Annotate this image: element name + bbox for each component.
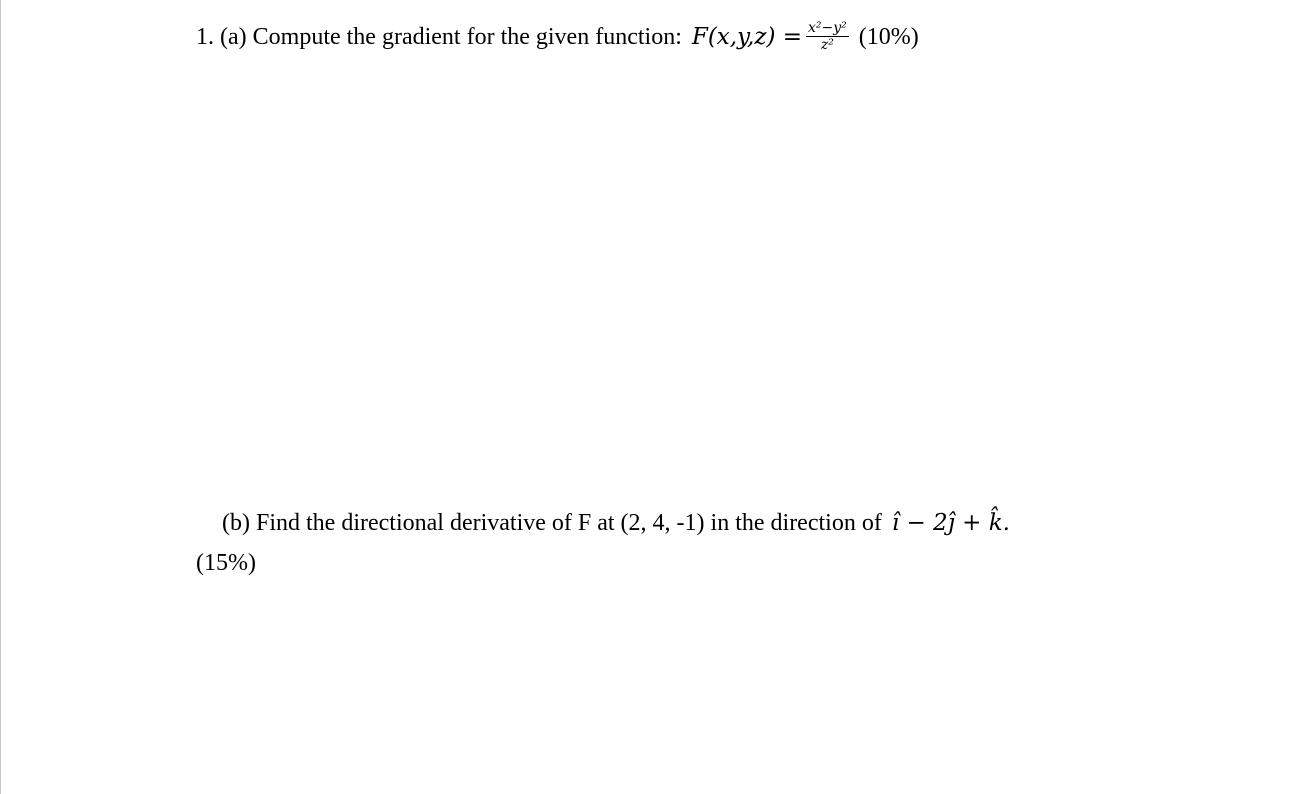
page-edge: [0, 0, 1, 794]
question-1a-text: 1. (a) Compute the gradient for the given function:: [196, 24, 682, 51]
direction-vector: î − 2ĵ + k̂.: [891, 510, 1010, 536]
question-1b: [222, 508, 1010, 538]
question-1a: [196, 22, 919, 55]
function-fraction: [806, 20, 849, 53]
fraction-denominator: z²: [820, 37, 834, 53]
question-1b-points: (15%): [196, 550, 256, 576]
question-1b-text: (b) Find the directional derivative of F at (2, 4, -1) in the direction of: [222, 510, 882, 536]
question-1a-points: (10%): [858, 24, 919, 51]
fraction-numerator: x²−y²: [808, 20, 847, 36]
function-lhs: F(x,y,z) =: [691, 24, 802, 51]
